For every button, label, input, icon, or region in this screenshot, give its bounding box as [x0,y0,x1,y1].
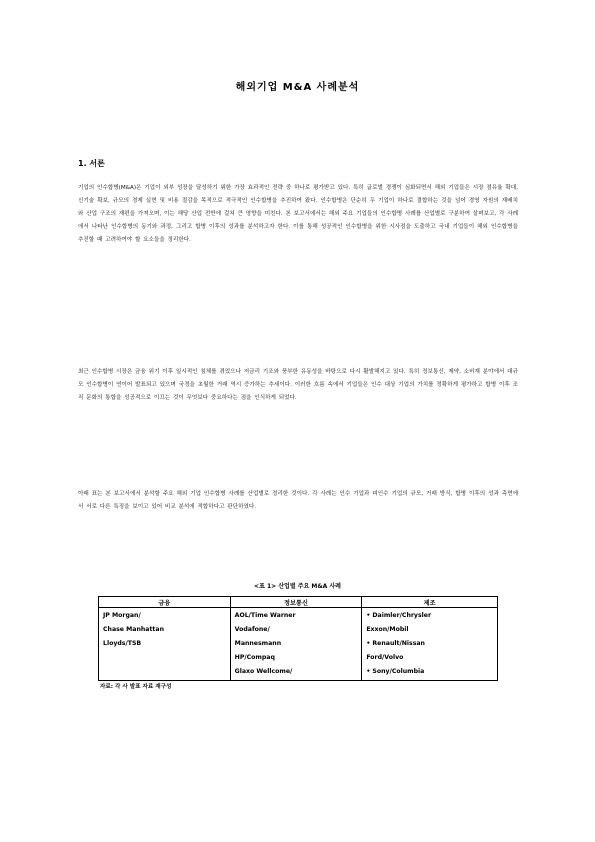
table-cell: • Sony/Columbia [366,668,425,675]
paragraph-1: 기업의 인수합병(M&A)은 기업이 외부 성장을 달성하기 위한 가장 효과적인 전략 중 하나로 평가받고 있다. 특히 글로벌 경쟁이 심화되면서 해외 기업들은 시장 점유율 확대, 신기술 확보, 규모의 경제 실현 및 비용 절감을 목적으로 적극적인 인수합병을 추진하여 왔다. 인수합병은 단순히 두 기업이 하나로 결합하는 것을 넘어 경영 자원의 재배치와 산업 구조의 재편을 가져오며, 이는 해당 산업 전반에 걸쳐 큰 영향을 미친다. 본 보고서에서는 해외 주요 기업들의 인수합병 사례를 산업별로 구분하여 살펴보고, 각 사례에서 나타난 인수합병의 동기와 과정, 그리고 합병 이후의 성과를 분석하고자 한다. 이를 통해 성공적인 인수합병을 위한 시사점을 도출하고 국내 기업들이 해외 인수합병을 추진할 때 고려하여야 할 요소들을 정리한다. [78,185,518,243]
table-cell: Mannesmann [234,640,282,647]
column-header-manufacturing: 제조 [362,597,498,608]
telecom-cell [230,608,362,681]
table-cell: Ford/Volvo [366,654,404,661]
table-cell: Vodafone/ [234,626,270,633]
table-cell: Glaxo Wellcome/ [234,668,293,675]
table-cell: JP Morgan/ [103,612,141,619]
table-cell: • Renault/Nissan [366,640,425,647]
finance-cell [99,608,231,681]
source-note: 자료: 각 사 발표 자료 재구성 [100,684,172,690]
table-cell: Chase Manhattan [103,626,164,633]
table-caption: <표 1> 산업별 주요 M&A 사례 [254,583,341,590]
table-cell: • Daimler/Chrysler [366,612,432,619]
table-cell: AOL/Time Warner [234,612,296,619]
paragraph-2: 최근 인수합병 시장은 금융 위기 이후 일시적인 침체를 겪었으나 저금리 기조와 풍부한 유동성을 바탕으로 다시 활발해지고 있다. 특히 정보통신, 제약, 소비재 분야에서 대규모 인수합병이 연이어 발표되고 있으며 국경을 초월한 거래 역시 증가하는 추세이다. 이러한 흐름 속에서 기업들은 인수 대상 기업의 가치를 정확하게 평가하고 합병 이후 조직 문화의 통합을 성공적으로 이끄는 것이 무엇보다 중요하다는 점을 인식하게 되었다. [78,369,518,401]
section-heading: 1. 서론 [78,159,105,168]
table-cell: HP/Compaq [234,654,275,661]
table-header-row [99,597,498,608]
paragraph-3: 아래 표는 본 보고서에서 분석할 주요 해외 기업 인수합병 사례를 산업별로 정리한 것이다. 각 사례는 인수 기업과 피인수 기업의 규모, 거래 방식, 합병 이후의 성과 측면에서 서로 다른 특징을 보이고 있어 비교 분석에 적합하다고 판단하였다. [78,491,518,510]
manufacturing-cell [362,608,498,681]
table-cell: Lloyds/TSB [103,640,142,647]
table-cell: Exxon/Mobil [366,626,409,633]
column-header-finance: 금융 [99,597,231,608]
table-row [99,608,498,681]
column-header-telecom: 정보통신 [230,597,362,608]
ma-cases-table [98,596,498,681]
document-title: 해외기업 M&A 사례분석 [235,82,360,93]
